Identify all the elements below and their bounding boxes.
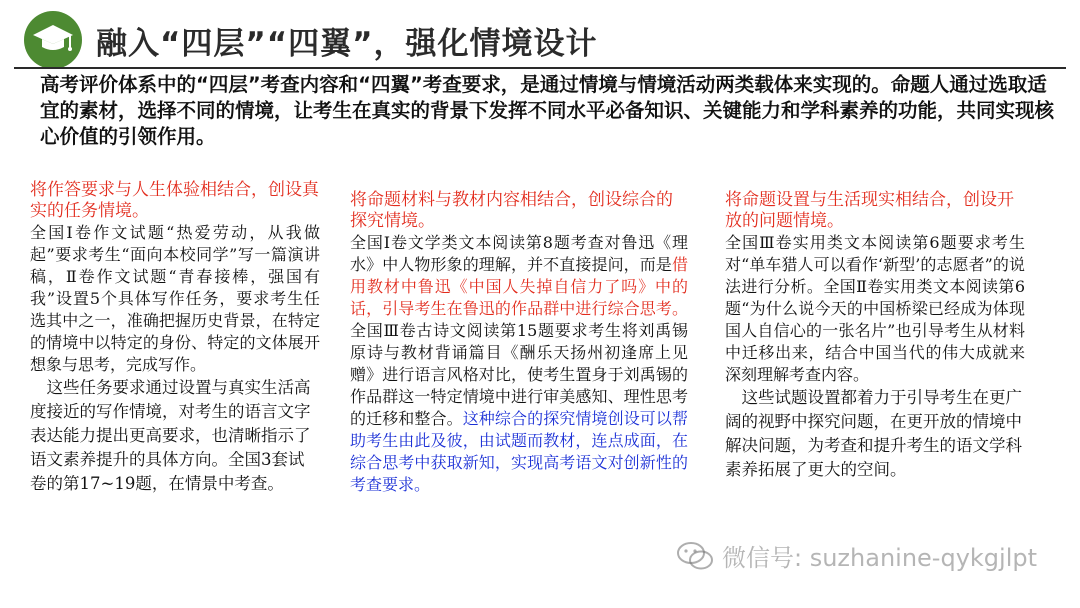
column-2-highlight-blue: 这种综合的探究情境创设可以帮助考生由此及彼，由试题而教材，连点成面，在综合思考中获取新知，实现高考语文对创新性的考查要求。 (350, 409, 688, 494)
column-3-paragraph-2: 这些试题设置都着力于引导考生在更广阔的视野中探究问题，在更开放的情境中解决问题，为考查和提升考生的语文学科素养拓展了更大的空间。 (725, 388, 1022, 479)
column-2-highlight-red: 借用教材中鲁迅《中国人失掉自信力了吗》中的话，引导考生在鲁迅的作品群中进行综合思考。 (350, 255, 688, 318)
column-2-lead: 将命题材料与教材内容相结合，创设综合的探究情境。 (350, 190, 673, 231)
column-2-body (350, 232, 688, 496)
column-problem-situation (725, 190, 1025, 482)
column-2-text-1: 全国Ⅰ卷文学类文本阅读第8题考查对鲁迅《理水》中人物形象的理解，并不直接提问，而是 (350, 233, 688, 274)
column-1-paragraph-2: 这些任务要求通过设置与真实生活高度接近的写作情境，对考生的语言文字表达能力提出更高要求，也清晰指示了语文素养提升的具体方向。全国3套试卷的第17~19题，在情景中考查。 (30, 378, 311, 493)
column-task-situation (30, 180, 320, 496)
header-badge (24, 11, 82, 69)
column-3-body: 全国Ⅲ卷实用类文本阅读第6题要求考生对“单车猎人可以看作‘新型’的志愿者”的说法进行分析。全国Ⅱ卷实用类文本阅读第6题“为什么说今天的中国桥梁已经成为体现国人自信心的一张名片”也引导考生从材料中迁移出来，结合中国当代的伟大成就来深刻理解考查内容。 (725, 233, 1025, 384)
column-2-text-2: 全国Ⅲ卷古诗文阅读第15题要求考生将刘禹锡原诗与教材背诵篇目《酬乐天扬州初逢席上见赠》进行语言风格对比，使考生置身于刘禹锡的作品群这一特定情境中进行审美感知、理性思考的迁移和整合。 (350, 321, 688, 428)
graduation-cap-icon (32, 22, 74, 56)
column-inquiry-situation (350, 190, 688, 496)
watermark (676, 538, 1037, 573)
page-title: 融入“四层”“四翼”，强化情境设计 (96, 26, 598, 62)
wechat-icon (676, 540, 714, 572)
intro-paragraph: 高考评价体系中的“四层”考查内容和“四翼”考查要求，是通过情境与情境活动两类载体来实现的。命题人通过选取适宜的素材，选择不同的情境，让考生在真实的背景下发挥不同水平必备知识、关键能力和学科素养的功能，共同实现核心价值的引领作用。 (40, 73, 1055, 148)
column-3-lead: 将命题设置与生活现实相结合，创设开放的问题情境。 (725, 190, 1014, 231)
column-1-lead: 将作答要求与人生体验相结合，创设真实的任务情境。 (30, 180, 319, 221)
title-divider (14, 67, 1066, 69)
column-1-body: 全国Ⅰ卷作文试题“热爱劳动，从我做起”要求考生“面向本校同学”写一篇演讲稿，Ⅱ卷作文试题“青春接棒，强国有我”设置5个具体写作任务，要求考生任选其中之一，准确把握历史背景，在特定的情境中以特定的身份、特定的文体展开想象与思考，完成写作。 (30, 223, 320, 374)
watermark-text: 微信号: suzhanine-qykgjlpt (722, 544, 1038, 572)
